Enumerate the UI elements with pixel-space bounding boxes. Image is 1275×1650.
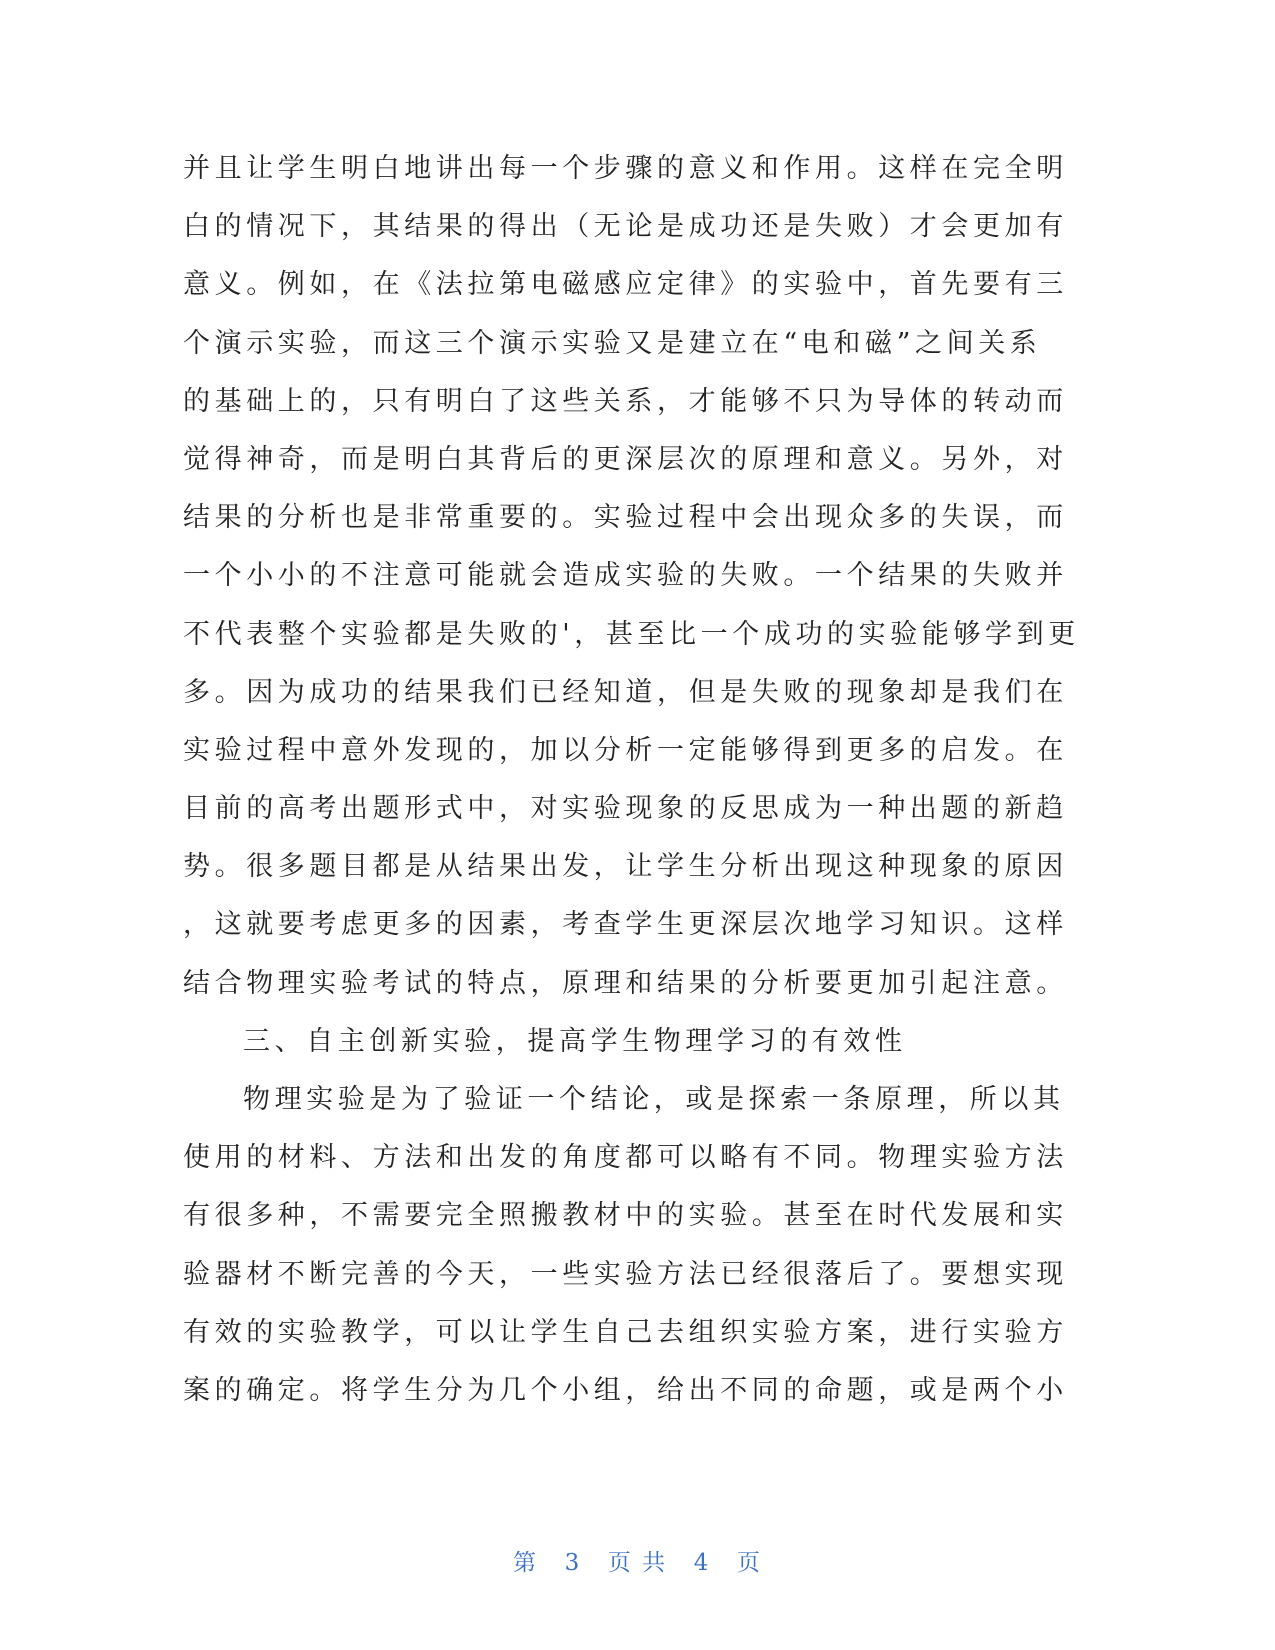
text-line: 不代表整个实验都是失败的'，甚至比一个成功的实验能够学到更 — [183, 618, 1080, 650]
text-line: 案的确定。将学生分为几个小组，给出不同的命题，或是两个小 — [183, 1374, 1068, 1406]
text-line: 并且让学生明白地讲出每一个步骤的意义和作用。这样在完全明 — [183, 153, 1068, 184]
text-line: 意义。例如，在《法拉第电磁感应定律》的实验中，首先要有三 — [183, 269, 1068, 301]
text-line: 个演示实验，而这三个演示实验又是建立在“电和磁”之间关系 — [183, 327, 1042, 359]
text-line: 目前的高考出题形式中，对实验现象的反思成为一种出题的新趋 — [183, 793, 1068, 825]
footer-middle: 页 共 — [607, 1550, 668, 1576]
document-body — [183, 140, 1083, 1420]
text-line: ，这就要考虑更多的因素，考查学生更深层次地学习知识。这样 — [183, 909, 1068, 941]
text-line: 多。因为成功的结果我们已经知道，但是失败的现象却是我们在 — [183, 676, 1068, 708]
text-line: 验器材不断完善的今天，一些实验方法已经很落后了。要想实现 — [183, 1258, 1068, 1290]
text-line: 势。很多题目都是从结果出发，让学生分析出现这种现象的原因 — [183, 851, 1068, 883]
total-pages-number: 4 — [693, 1550, 711, 1576]
current-page-number: 3 — [564, 1550, 582, 1576]
text-line: 一个小小的不注意可能就会造成实验的失败。一个结果的失败并 — [183, 560, 1068, 592]
paragraph-first-line: 物理实验是为了验证一个结论，或是探索一条原理，所以其 — [243, 1084, 1065, 1115]
text-line: 有效的实验教学，可以让学生自己去组织实验方案，进行实验方 — [183, 1316, 1068, 1348]
text-line: 使用的材料、方法和出发的角度都可以略有不同。物理实验方法 — [183, 1142, 1068, 1174]
text-line: 有很多种，不需要完全照搬教材中的实验。甚至在时代发展和实 — [183, 1200, 1068, 1232]
text-line: 结果的分析也是非常重要的。实验过程中会出现众多的失误，而 — [183, 502, 1068, 534]
text-line: 觉得神奇，而是明白其背后的更深层次的原理和意义。另外，对 — [183, 443, 1068, 475]
footer-prefix: 第 — [512, 1550, 538, 1576]
page-footer — [0, 1544, 1275, 1577]
text-line: 的基础上的，只有明白了这些关系，才能够不只为导体的转动而 — [183, 385, 1068, 417]
text-line: 实验过程中意外发现的，加以分析一定能够得到更多的启发。在 — [183, 734, 1068, 766]
section-heading: 三、自主创新实验，提高学生物理学习的有效性 — [243, 1025, 907, 1057]
footer-suffix: 页 — [737, 1550, 763, 1576]
text-line: 结合物理实验考试的特点，原理和结果的分析要更加引起注意。 — [183, 967, 1068, 999]
text-line: 白的情况下，其结果的得出（无论是成功还是失败）才会更加有 — [183, 211, 1068, 243]
